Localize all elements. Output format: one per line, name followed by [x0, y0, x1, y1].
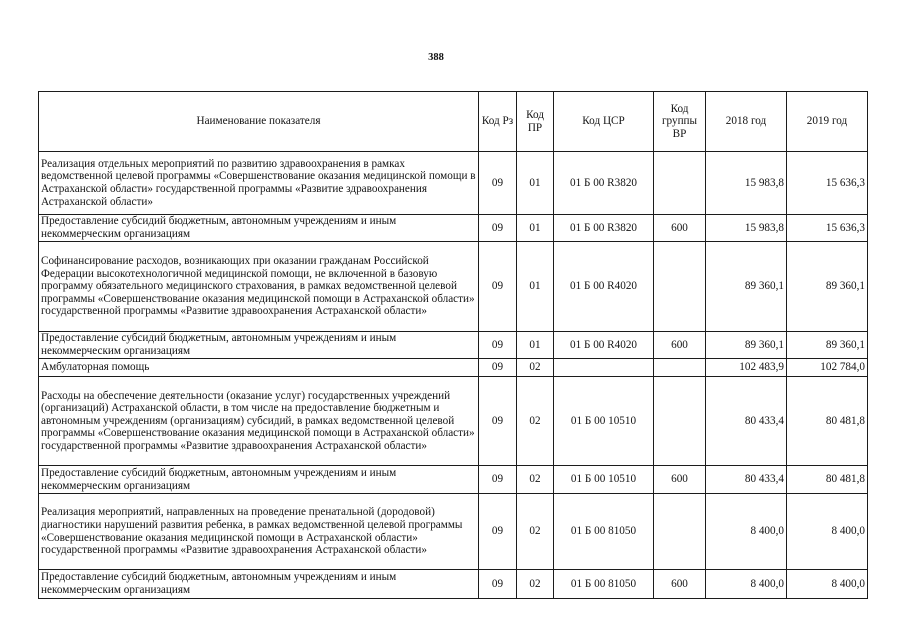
row-rz: 09: [479, 332, 517, 359]
row-name: Предоставление субсидий бюджетным, автономным учреждениям и иным некоммерческим организациям: [39, 215, 479, 242]
row-2019: 80 481,8: [787, 377, 868, 466]
row-2019: 8 400,0: [787, 494, 868, 570]
row-csr: 01 Б 00 10510: [554, 377, 654, 466]
row-csr: 01 Б 00 R3820: [554, 152, 654, 215]
row-vr: [654, 494, 706, 570]
row-pr: 02: [517, 466, 554, 494]
row-csr: 01 Б 00 81050: [554, 494, 654, 570]
row-rz: 09: [479, 494, 517, 570]
header-csr: Код ЦСР: [554, 92, 654, 152]
table-row: [39, 332, 868, 359]
row-2018: 102 483,9: [706, 359, 787, 377]
row-2018: 89 360,1: [706, 242, 787, 332]
row-rz: 09: [479, 466, 517, 494]
header-rz: Код Рз: [479, 92, 517, 152]
row-rz: 09: [479, 152, 517, 215]
row-2019: 102 784,0: [787, 359, 868, 377]
row-csr: 01 Б 00 R4020: [554, 242, 654, 332]
row-vr: [654, 242, 706, 332]
row-rz: 09: [479, 377, 517, 466]
row-pr: 02: [517, 494, 554, 570]
header-vr: Код группы ВР: [654, 92, 706, 152]
budget-table: [38, 91, 868, 599]
table-row: [39, 215, 868, 242]
row-2018: 8 400,0: [706, 494, 787, 570]
row-vr: 600: [654, 570, 706, 599]
header-pr: Код ПР: [517, 92, 554, 152]
row-name: Расходы на обеспечение деятельности (оказание услуг) государственных учреждений (организаций) Астраханской области, в том числе на предоставление бюджетным и автономным учреждениям (организациям) субсидий, в рамках ведомственной целевой программы «Совершенствование оказания медицинской помощи в Астраханской области» государственной программы «Развитие здравоохранения Астраханской области»: [39, 377, 479, 466]
row-csr: [554, 359, 654, 377]
row-rz: 09: [479, 570, 517, 599]
row-2018: 15 983,8: [706, 215, 787, 242]
row-vr: [654, 359, 706, 377]
row-name: Реализация мероприятий, направленных на проведение пренатальной (дородовой) диагностики нарушений развития ребенка, в рамках ведомственной целевой программы «Совершенствование оказания медицинской помощи в Астраханской области» государственной программы «Развитие здравоохранения Астраханской области»: [39, 494, 479, 570]
row-name: Софинансирование расходов, возникающих при оказании гражданам Российской Федерации высокотехнологичной медицинской помощи, не включенной в базовую программу обязательного медицинского страхования, в рамках ведомственной целевой программы «Совершенствование оказания медицинской помощи в Астраханской области» государственной программы «Развитие здравоохранения Астраханской области»: [39, 242, 479, 332]
row-rz: 09: [479, 215, 517, 242]
row-2018: 80 433,4: [706, 466, 787, 494]
row-2019: 89 360,1: [787, 242, 868, 332]
table-row: [39, 152, 868, 215]
row-2019: 80 481,8: [787, 466, 868, 494]
row-pr: 01: [517, 242, 554, 332]
row-2019: 89 360,1: [787, 332, 868, 359]
header-2018: 2018 год: [706, 92, 787, 152]
row-pr: 01: [517, 215, 554, 242]
row-name: Предоставление субсидий бюджетным, автономным учреждениям и иным некоммерческим организациям: [39, 466, 479, 494]
page-number: 388: [428, 52, 444, 63]
table-header-row: [39, 92, 868, 152]
table-row: [39, 494, 868, 570]
row-name: Предоставление субсидий бюджетным, автономным учреждениям и иным некоммерческим организациям: [39, 570, 479, 599]
row-2018: 80 433,4: [706, 377, 787, 466]
row-vr: 600: [654, 332, 706, 359]
row-2019: 15 636,3: [787, 215, 868, 242]
table-row: [39, 466, 868, 494]
row-csr: 01 Б 00 R3820: [554, 215, 654, 242]
row-csr: 01 Б 00 10510: [554, 466, 654, 494]
row-pr: 02: [517, 570, 554, 599]
row-vr: [654, 377, 706, 466]
row-pr: 02: [517, 377, 554, 466]
row-csr: 01 Б 00 R4020: [554, 332, 654, 359]
row-rz: 09: [479, 359, 517, 377]
row-pr: 01: [517, 332, 554, 359]
row-2019: 15 636,3: [787, 152, 868, 215]
row-name: Реализация отдельных мероприятий по развитию здравоохранения в рамках ведомственной целевой программы «Совершенствование оказания медицинской помощи в Астраханской области» государственной программы «Развитие здравоохранения Астраханской области»: [39, 152, 479, 215]
header-2019: 2019 год: [787, 92, 868, 152]
row-name: Амбулаторная помощь: [39, 359, 479, 377]
row-vr: [654, 152, 706, 215]
header-name: Наименование показателя: [39, 92, 479, 152]
table-row: [39, 359, 868, 377]
table-row: [39, 570, 868, 599]
row-vr: 600: [654, 215, 706, 242]
row-csr: 01 Б 00 81050: [554, 570, 654, 599]
table-row: [39, 242, 868, 332]
row-2018: 8 400,0: [706, 570, 787, 599]
row-2018: 15 983,8: [706, 152, 787, 215]
row-2018: 89 360,1: [706, 332, 787, 359]
row-2019: 8 400,0: [787, 570, 868, 599]
table-row: [39, 377, 868, 466]
row-rz: 09: [479, 242, 517, 332]
row-pr: 02: [517, 359, 554, 377]
row-name: Предоставление субсидий бюджетным, автономным учреждениям и иным некоммерческим организациям: [39, 332, 479, 359]
row-pr: 01: [517, 152, 554, 215]
row-vr: 600: [654, 466, 706, 494]
